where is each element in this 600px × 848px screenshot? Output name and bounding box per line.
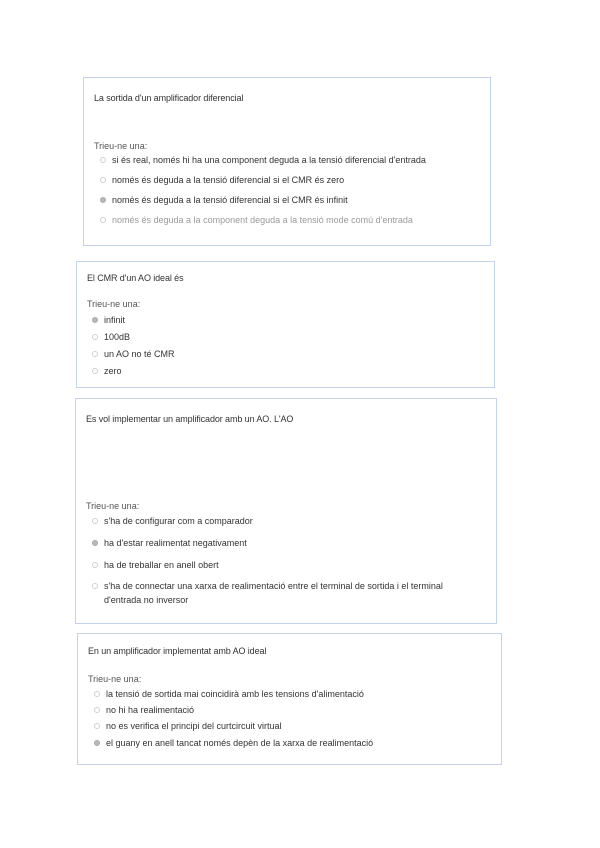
radio-button[interactable] [94,691,100,697]
radio-button-selected[interactable] [92,317,98,323]
radio-button[interactable] [92,562,98,568]
answer-option[interactable]: zero [104,366,122,376]
radio-button[interactable] [92,334,98,340]
radio-button[interactable] [92,368,98,374]
radio-button[interactable] [100,177,106,183]
choose-one-label: Trieu-ne una: [88,674,142,684]
question-text: La sortida d'un amplificador diferencial [94,93,244,103]
radio-button-selected[interactable] [94,740,100,746]
radio-button-selected[interactable] [100,197,106,203]
radio-button[interactable] [92,583,98,589]
question-text: Es vol implementar un amplificador amb un AO. L'AO [86,414,294,424]
answer-option[interactable]: la tensió de sortida mai coincidirà amb les tensions d'alimentació [106,689,364,699]
choose-one-label: Trieu-ne una: [94,141,148,151]
answer-option[interactable]: un AO no té CMR [104,349,175,359]
answer-option-selected[interactable]: només és deguda a la tensió diferencial si el CMR és infinit [112,195,348,205]
radio-button[interactable] [92,351,98,357]
radio-button[interactable] [100,217,106,223]
answer-option[interactable]: s'ha de configurar com a comparador [104,516,253,526]
answer-option[interactable]: només és deguda a la tensió diferencial si el CMR és zero [112,175,345,185]
answer-option[interactable]: 100dB [104,332,131,342]
question-card-2 [76,261,495,388]
answer-option[interactable]: ha de treballar en anell obert [104,560,219,570]
question-card-1 [83,77,491,246]
question-text: En un amplificador implementat amb AO ideal [88,646,267,656]
question-card-3 [75,398,497,624]
answer-option-selected[interactable]: el guany en anell tancat només depèn de la xarxa de realimentació [106,738,374,748]
question-card-4 [77,633,502,765]
answer-option[interactable]: no es verifica el principi del curtcircuit virtual [106,721,282,731]
radio-button[interactable] [92,518,98,524]
answer-option[interactable]: només és deguda a la component deguda a la tensió mode comú d'entrada [112,215,413,225]
radio-button[interactable] [94,707,100,713]
radio-button[interactable] [94,723,100,729]
question-text: El CMR d'un AO ideal és [87,273,184,283]
answer-option[interactable]: no hi ha realimentació [106,705,195,715]
answer-option-selected[interactable]: infinit [104,315,126,325]
answer-option[interactable]: si és real, només hi ha una component deguda a la tensió diferencial d'entrada [112,155,426,165]
choose-one-label: Trieu-ne una: [86,501,140,511]
choose-one-label: Trieu-ne una: [87,299,141,309]
radio-button[interactable] [100,157,106,163]
answer-option[interactable]: s'ha de connectar una xarxa de realimentació entre el terminal de sortida i el terminal d'entrada no inversor [104,581,443,605]
radio-button-selected[interactable] [92,540,98,546]
answer-option-selected[interactable]: ha d'estar realimentat negativament [104,538,247,548]
